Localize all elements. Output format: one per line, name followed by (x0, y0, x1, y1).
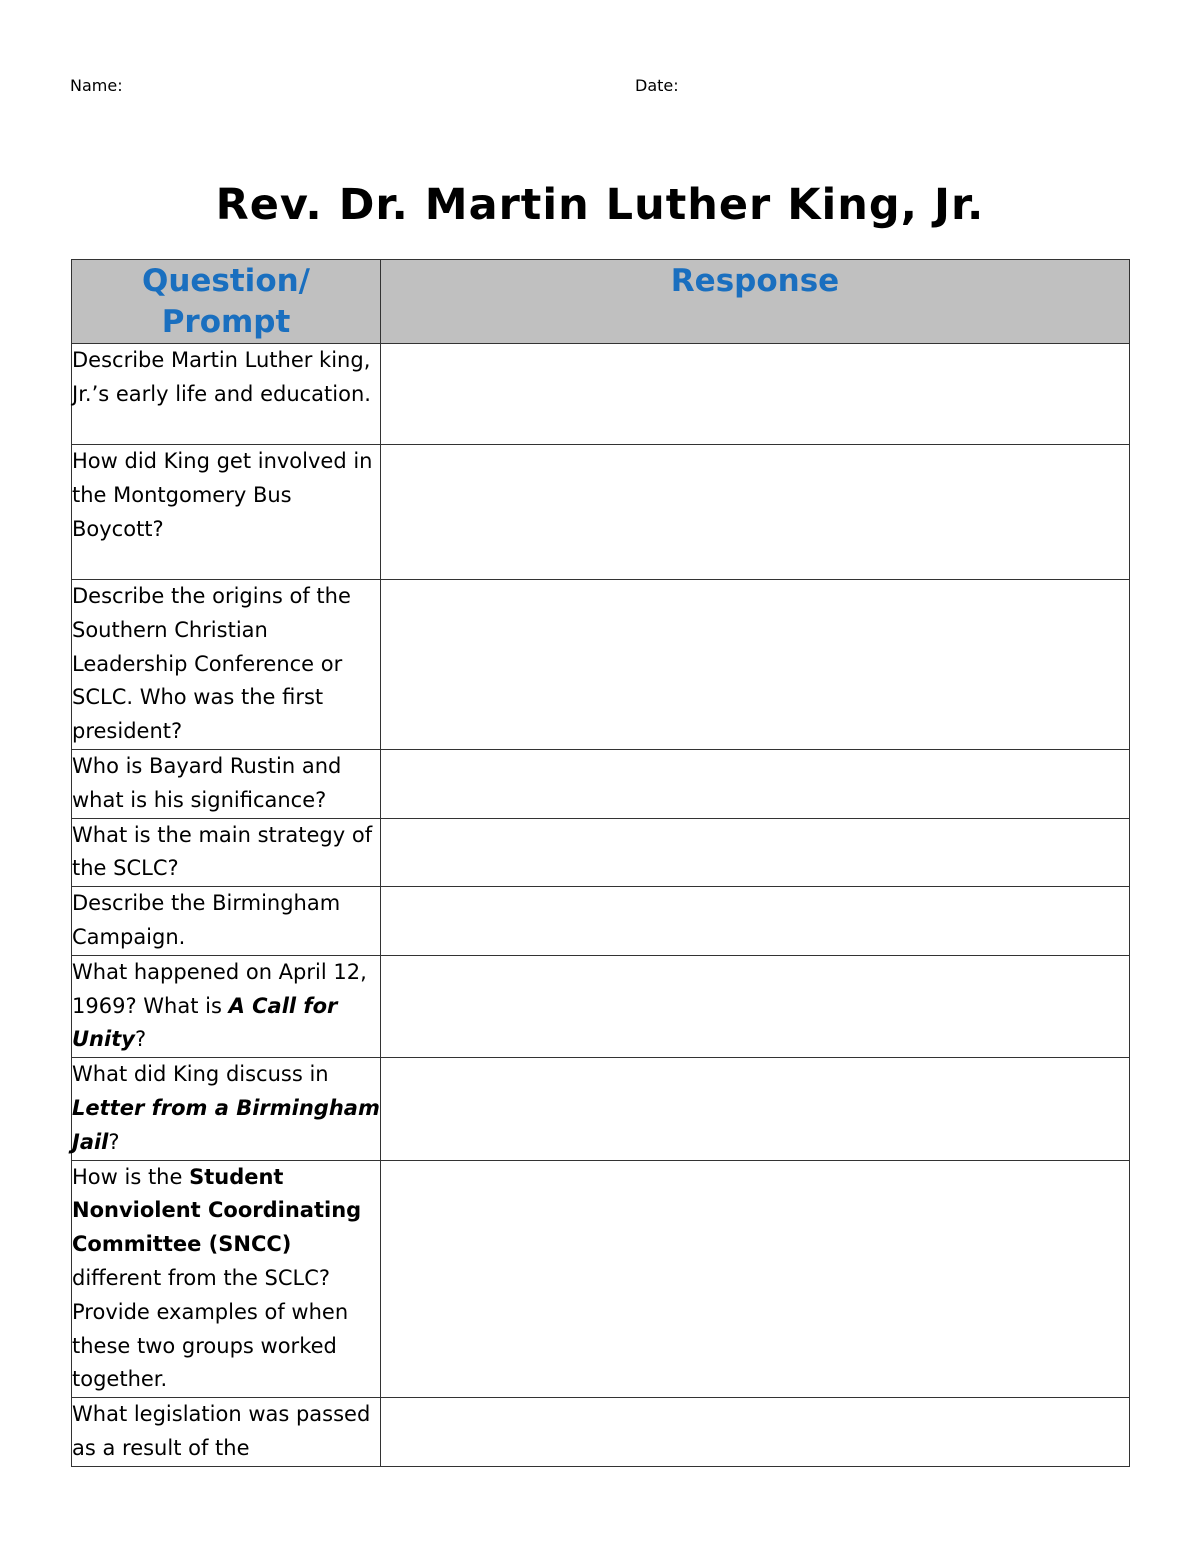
response-cell[interactable] (381, 580, 1130, 750)
response-cell[interactable] (381, 955, 1130, 1057)
table-row (72, 445, 1130, 580)
response-cell[interactable] (381, 445, 1130, 580)
response-cell[interactable] (381, 1398, 1130, 1467)
question-prompt-cell (72, 1160, 381, 1398)
question-text: Describe Martin Luther king, Jr.’s early life and education. (72, 348, 371, 406)
question-text: Who is Bayard Rustin and what is his significance? (72, 753, 342, 812)
table-row (72, 1058, 1130, 1160)
question-text: Describe the Birmingham Campaign. (72, 891, 341, 949)
emphasized-title: A Call for Unity (72, 993, 338, 1052)
column-header-question-label: Question/ Prompt (141, 263, 311, 340)
table-row (72, 1398, 1130, 1467)
question-prompt-cell (72, 445, 381, 580)
table-row (72, 1160, 1130, 1398)
table-header-row (72, 260, 1130, 344)
question-text: What is the main strategy of the SCLC? (72, 822, 373, 881)
column-header-question (72, 260, 381, 344)
table-row (72, 580, 1130, 750)
question-text: How is the (72, 1164, 190, 1189)
response-cell[interactable] (381, 344, 1130, 445)
response-cell[interactable] (381, 1160, 1130, 1398)
question-prompt-cell (72, 580, 381, 750)
question-text: What legislation was passed as a result of the (72, 1402, 371, 1460)
response-cell[interactable] (381, 1058, 1130, 1160)
question-prompt-cell (72, 749, 381, 818)
emphasized-title: Letter from a Birmingham Jail (72, 1095, 380, 1154)
question-prompt-cell (72, 955, 381, 1057)
emphasized-term: Student Nonviolent Coordinating Committee (SNCC) (72, 1164, 362, 1257)
page-title: Rev. Dr. Martin Luther King, Jr. (215, 180, 985, 230)
question-prompt-cell (72, 344, 381, 445)
table-row (72, 818, 1130, 887)
table-row (72, 955, 1130, 1057)
question-text: What did King discuss in (72, 1062, 329, 1087)
question-prompt-cell (72, 818, 381, 887)
question-table (71, 259, 1130, 1467)
question-text: different from the SCLC? Provide examples of when these two groups worked together. (72, 1265, 349, 1392)
question-text: What happened on April 12, 1969? What is (72, 959, 367, 1018)
response-cell[interactable] (381, 818, 1130, 887)
question-prompt-cell (72, 1058, 381, 1160)
question-prompt-cell (72, 1398, 381, 1467)
question-text: ? (134, 1027, 147, 1052)
column-header-response: Response (381, 260, 1130, 344)
question-text: Describe the origins of the Southern Christian Leadership Conference or SCLC. Who was the first president? (72, 584, 351, 744)
date-field-label: Date: (635, 76, 679, 95)
table-row (72, 887, 1130, 956)
response-cell[interactable] (381, 887, 1130, 956)
name-field-label: Name: (70, 76, 123, 95)
table-row (72, 749, 1130, 818)
table-row (72, 344, 1130, 445)
question-prompt-cell (72, 887, 381, 956)
question-text: How did King get involved in the Montgomery Bus Boycott? (72, 449, 373, 541)
question-text: ? (108, 1129, 120, 1154)
response-cell[interactable] (381, 749, 1130, 818)
